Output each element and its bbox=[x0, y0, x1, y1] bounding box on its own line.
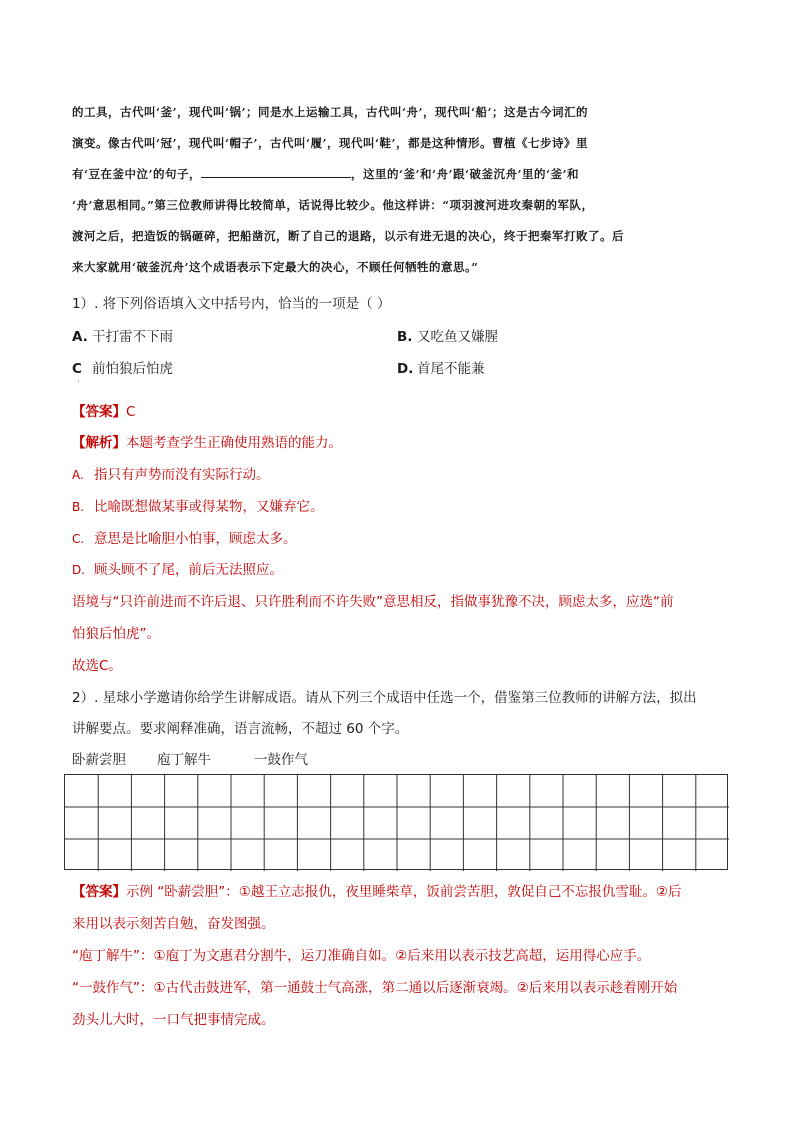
item-letter: D. bbox=[72, 563, 86, 577]
q2-answer-1 bbox=[72, 880, 681, 900]
item-text: 比喻既想做某事或得某物，又嫌弃它。 bbox=[94, 499, 324, 515]
option-letter: D. bbox=[397, 361, 414, 377]
item-letter: A. bbox=[72, 468, 84, 482]
answer-tag: 【答案】 bbox=[72, 884, 126, 900]
q2-answer-4: “一鼓作气”：①古代击鼓进军，第一通鼓士气高涨，第二通以后逐渐衰竭。②后来用以表示趁着刚开始 bbox=[72, 980, 678, 996]
passage-line-6: 来大家就用‘破釜沉舟’这个成语表示下定最大的决心，不顾任何牺牲的意思。” bbox=[72, 260, 479, 274]
item-letter: C. bbox=[72, 532, 85, 546]
item-text: 顾头顾不了尾，前后无法照应。 bbox=[94, 562, 283, 578]
analysis-item-c bbox=[72, 527, 297, 547]
answer-tag: 【答案】 bbox=[72, 404, 126, 420]
passage-line-3 bbox=[72, 166, 726, 182]
answer-value: C bbox=[126, 404, 136, 420]
q1-answer bbox=[72, 400, 135, 420]
passage-line-4: ‘舟’意思相同。”第三位教师讲得比较简单，话说得比较少。他这样讲：“项羽渡河进攻秦朝的军队， bbox=[72, 198, 594, 212]
answer-text: 示例 “卧薪尝胆”：①越王立志报仇，夜里睡柴草，饭前尝苦胆，敦促自己不忘报仇雪耻。②后 bbox=[126, 884, 682, 900]
passage-line-5: 渡河之后，把造饭的锅砸碎，把船凿沉，断了自己的退路，以示有进无退的决心，终于把秦军打败了。后 bbox=[72, 229, 624, 243]
analysis-intro: 本题考查学生正确使用熟语的能力。 bbox=[126, 435, 342, 451]
passage-line-2: 演变。像古代叫‘冠’，现代叫‘帽子’，古代叫‘履’，现代叫‘鞋’，都是这种情形。曹植《七步诗》里 bbox=[72, 136, 589, 150]
q1-option-d bbox=[397, 357, 485, 377]
item-text: 指只有声势而没有实际行动。 bbox=[94, 467, 270, 483]
q2-answer-3: “庖丁解牛”：①庖丁为文惠君分割牛，运刀准确自如。②后来用以表示技艺高超，运用得心应手。 bbox=[72, 948, 651, 964]
option-text: 干打雷不下雨 bbox=[92, 329, 173, 345]
item-letter: B. bbox=[72, 500, 85, 514]
passage-line-3-before-blank: 有‘豆在釜中泣’的句子， bbox=[72, 167, 202, 181]
option-letter: B. bbox=[397, 329, 413, 345]
q2-answer-5: 劲头儿大时，一口气把事情完成。 bbox=[72, 1012, 275, 1028]
q1-option-c bbox=[72, 357, 173, 377]
q2-stem-1: 2）. 星球小学邀请你给学生讲解成语。请从下列三个成语中任选一个，借鉴第三位教师的讲解方法，拟出 bbox=[72, 690, 697, 706]
analysis-conclusion-2: 怕狼后怕虎”。 bbox=[72, 626, 160, 642]
option-letter: A. bbox=[72, 329, 88, 345]
q1-option-b bbox=[397, 325, 498, 345]
stray-bullet: · bbox=[77, 377, 80, 387]
idiom-1: 卧薪尝胆 bbox=[72, 752, 126, 768]
option-text: 首尾不能兼 bbox=[417, 361, 485, 377]
grid-lines bbox=[65, 775, 729, 871]
analysis-item-a bbox=[72, 463, 270, 483]
analysis-conclusion-1: 语境与“只许前进而不许后退、只许胜利而不许失败”意思相反，指做事犹豫不决，顾虑太多，应选“前 bbox=[72, 594, 674, 610]
fill-in-blank[interactable] bbox=[201, 167, 351, 178]
item-text: 意思是比喻胆小怕事，顾虑太多。 bbox=[94, 531, 297, 547]
q2-stem-2: 讲解要点。要求阐释准确，语言流畅，不超过 60 个字。 bbox=[72, 721, 409, 737]
option-letter: C bbox=[72, 361, 82, 377]
option-text: 又吃鱼又嫌腥 bbox=[417, 329, 498, 345]
q1-analysis bbox=[72, 431, 342, 451]
answer-writing-grid[interactable] bbox=[64, 774, 728, 870]
idiom-3: 一鼓作气 bbox=[254, 752, 308, 768]
idiom-2: 庖丁解牛 bbox=[157, 752, 211, 768]
passage-line-1: 的工具，古代叫‘釜’，现代叫‘锅’；同是水上运输工具，古代叫‘舟’，现代叫‘船’；这是古今词汇的 bbox=[72, 105, 589, 119]
analysis-item-b bbox=[72, 495, 324, 515]
q1-stem: 1）. 将下列俗语填入文中括号内，恰当的一项是（ ） bbox=[72, 296, 391, 312]
option-text: 前怕狼后怕虎 bbox=[92, 361, 173, 377]
analysis-item-d bbox=[72, 558, 283, 578]
q2-answer-2: 来用以表示刻苦自勉，奋发图强。 bbox=[72, 916, 275, 932]
q1-option-a bbox=[72, 325, 173, 345]
analysis-tag: 【解析】 bbox=[72, 435, 126, 451]
analysis-final: 故选C。 bbox=[72, 658, 122, 674]
passage-line-3-after-blank: ，这里的‘釜’和‘舟’跟‘破釜沉舟’里的‘釜’和 bbox=[351, 167, 580, 181]
